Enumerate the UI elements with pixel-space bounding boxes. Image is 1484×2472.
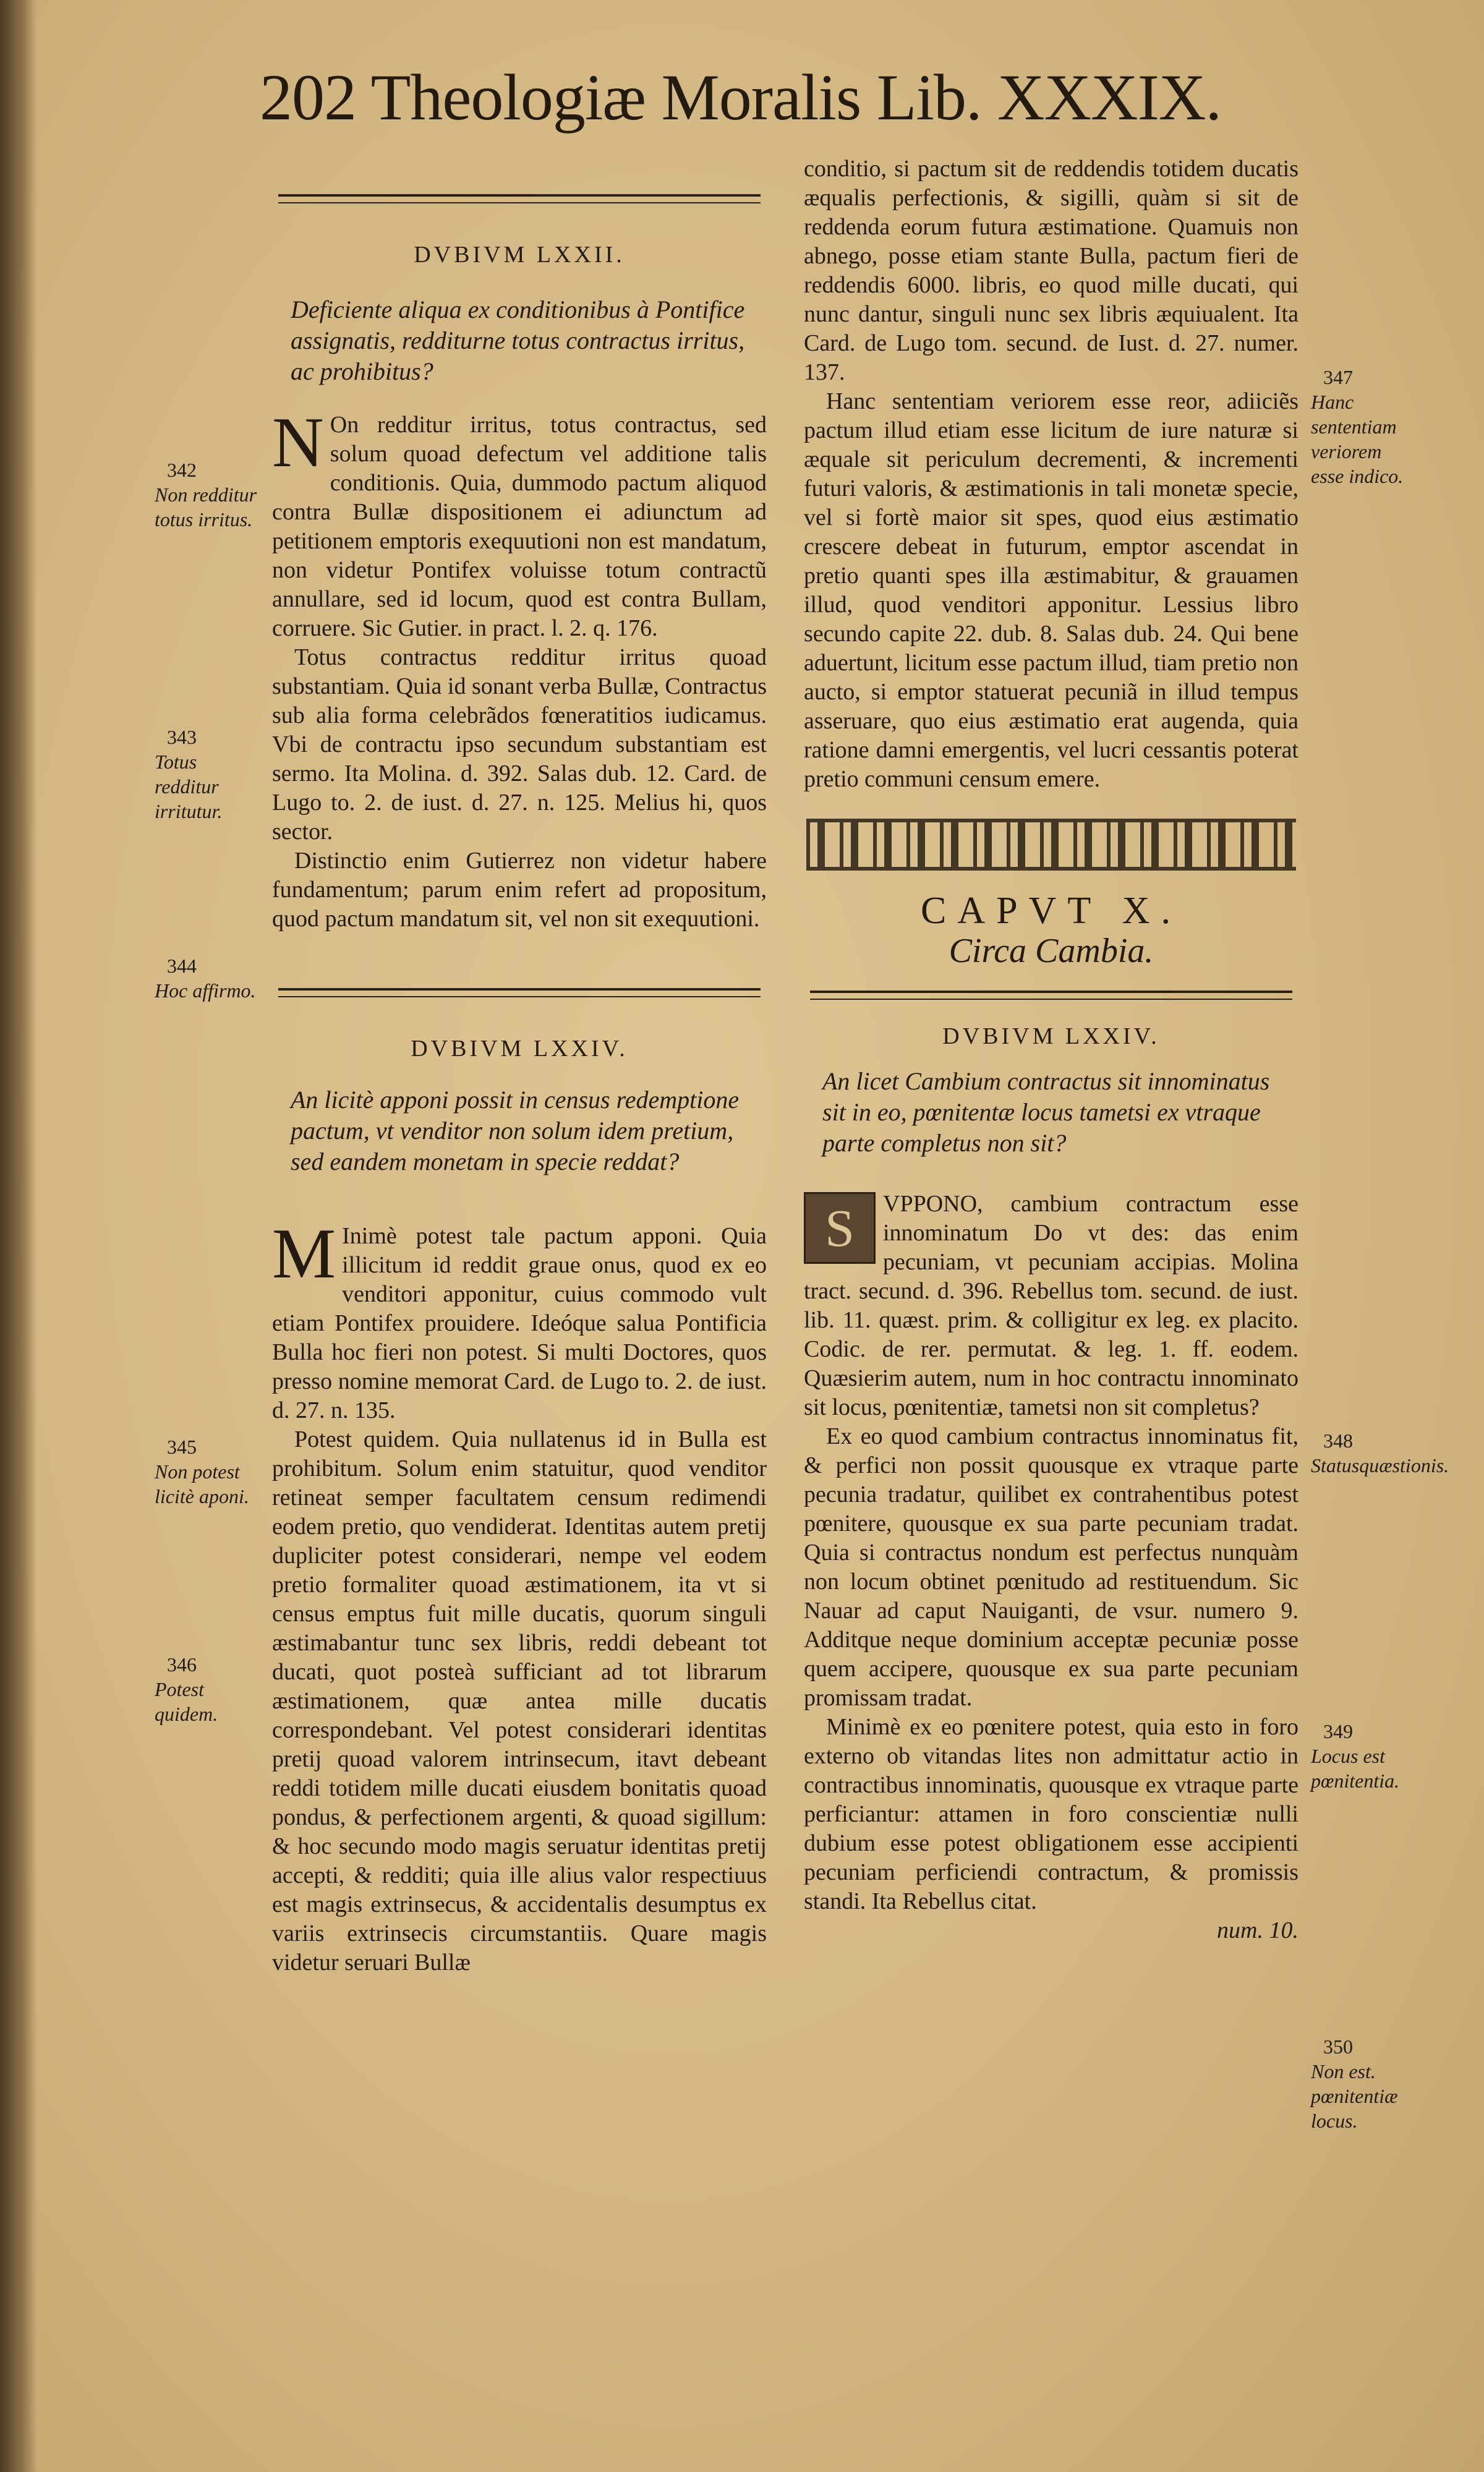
- chapter-subtitle: Circa Cambia.: [949, 932, 1154, 970]
- paragraph: Distinctio enim Gutierrez non videtur habere fundamentum; parum enim refert ad propositum, quod pactum mandatum sit, vel non sit exequutioni.: [272, 848, 767, 932]
- right-column: [804, 155, 1298, 1945]
- margin-note: 346 Potest quidem.: [155, 1653, 218, 1725]
- dubium-heading: DVBIVM LXXIV.: [942, 1023, 1160, 1049]
- margin-note: 345 Non potest licitè aponi.: [155, 1436, 249, 1507]
- drop-cap: M: [272, 1214, 336, 1294]
- margin-note: 343 Totus redditur irritutur.: [155, 726, 223, 822]
- dubium-heading: DVBIVM LXXIV.: [411, 1036, 628, 1062]
- margin-note: 350 Non est. pœnitentiæ locus.: [1311, 2035, 1398, 2132]
- margin-note: 344 Hoc affirmo.: [155, 955, 256, 1002]
- dubium-heading: DVBIVM LXXII.: [414, 242, 625, 268]
- dubium-question: An licet Cambium contractus sit innominatus sit in eo, pœnitentæ locus tametsi ex vtraque parte completus non sit?: [822, 1067, 1270, 1157]
- margin-note: 349 Locus est pœnitentia.: [1311, 1720, 1400, 1792]
- left-column: [272, 155, 767, 1977]
- paragraph: Minimè ex eo pœnitere potest, quia esto in foro externo ob vitandas lites non admittatur actio in contractibus innominatis, quousque ex vtraque parte perficiantur: attamen in foro conscientiæ nulli dubium esse potest obligationem esse accipienti pecuniam perficiendi contractum, & promissis standi. Ita Rebellus citat.: [804, 1714, 1298, 1914]
- page-number: 202: [260, 61, 356, 134]
- paragraph: Potest quidem. Quia nullatenus id in Bulla est prohibitum. Solum enim statuitur, quod venditor retineat semper facultatem censum redimendi eodem pretio, quo vendiderat. Identitas autem pretij dupliciter potest considerari, nempe vel eodem pretio formaliter quoad æstimationem, ita vt si census emptus fuit mille ducatis, quorum singuli æstimabantur tunc sex libris, reddi debeant tot ducati, quot posteà sufficiant ad tot librarum æstimationem, quæ antea mille ducatis correspondebant. Vel potest considerari identitas pretij quoad valorem intrinsecum, itavt debeant reddi totidem mille ducati eiusdem bonitatis quoad pondus, & perfectionem argenti, & quoad sigillum: & hoc secundo modo magis seruatur identitas pretij accepti, & redditi; quia ille alius valor respectiuus est magis extrinsecus, & accidentalis desumptus ex variis extrinsecis circumstantiis. Quare magis videtur seruari Bullæ: [272, 1426, 767, 1975]
- margin-note: 342 Non redditur totus irritus.: [155, 459, 257, 531]
- dubium-question: An licitè apponi possit in census redemptione pactum, vt venditor non solum idem pretium, sed eandem monetam in specie reddat?: [291, 1086, 740, 1175]
- chapter-title: CAPVT X.: [921, 890, 1182, 932]
- section-rule: [810, 991, 1292, 1000]
- paragraph: M Inimè potest tale pactum apponi. Quia illicitum id reddit graue onus, quod ex eo venditori apponitur, cuius commodo vult etiam Pontifex prouidere. Ideóque salua Pontificia Bulla hoc fieri non potest. Si multi Doctores, quos presso nomine memorat Card. de Lugo to. 2. de iust. d. 27. n. 135.: [272, 1214, 767, 1423]
- paragraph: Totus contractus redditur irritus quoad substantiam. Quia id sonant verba Bullæ, Contractus sub alia forma celebrãdos fœneratitios iudicamus. Vbi de contractu ipso secundum substantiam est sermo. Ita Molina. d. 392. Salas dub. 12. Card. de Lugo to. 2. de iust. d. 27. n. 125. Melius hi, quos sector.: [272, 644, 767, 845]
- dubium-question: Deficiente aliqua ex conditionibus à Pontifice assignatis, redditurne totus contractus irritus, ac prohibitus?: [291, 296, 745, 385]
- catchword: num. 10.: [1217, 1917, 1298, 1943]
- ornamental-drop-cap: S: [804, 1192, 876, 1264]
- section-rule: [278, 194, 761, 203]
- paragraph: conditio, si pactum sit de reddendis totidem ducatis æqualis perfectionis, & sigilli, quàm si sit de reddenda eorum futura æstimatione. Quamuis non abnego, posse etiam stante Bulla, pactum fieri de reddendis 6000. libris, eo quod mille ducati, qui nunc dantur, singuli nunc sex libris æquiualent. Ita Card. de Lugo tom. secund. de Iust. d. 27. numer. 137.: [804, 156, 1298, 385]
- running-head: [260, 54, 1261, 141]
- binding-gutter: [0, 0, 37, 2472]
- paragraph: Ex eo quod cambium contractus innominatus fit, & perfici non possit quousque ex vtraque parte pecunia tradatur, quilibet ex contrahentibus potest pœnitere, quousque ex sua parte pecuniam tradat. Quia si contractus nondum est perfectus nunquàm non locum obtinet pœnitudo ad restituendum. Sic Nauar ad caput Nauiganti, de vsur. numero 9. Additque neque dominium acceptæ pecuniæ posse quem accipere, quousque ex sua parte pecuniam promissam tradat.: [804, 1423, 1298, 1711]
- margin-note: 348 Statusquæstionis.: [1311, 1430, 1449, 1477]
- running-title: Theologiæ Moralis Lib. XXXIX.: [370, 61, 1221, 134]
- paragraph: Hanc sententiam veriorem esse reor, adiiciẽs pactum illud etiam esse licitum de iure naturæ si æquale sit periculum decrementi, & incrementi futuri valoris, & æstimationis in tali monetæ specie, vel si fortè maior sit spes, quod eius æstimatio crescere debeat in futurum, emptor ascendat in pretio quanti spes illa æstimabitur, & grauamen illud, quod venditori apponitur. Lessius libro secundo capite 22. dub. 8. Salas dub. 24. Qui bene aduertunt, licitum esse pactum illud, tiam pretio non aucto, si emptor statuerat pecuniã in illud tempus asseruare, quo eius æstimatio erat augenda, quia ratione damni emergentis, vel lucri cessantis poterat pretio communi censum emere.: [804, 388, 1298, 792]
- drop-cap: N: [272, 403, 324, 482]
- ornamental-band: [806, 819, 1296, 871]
- paragraph: S VPPONO, cambium contractum esse innominatum Do vt des: das enim pecuniam, vt pecuniam accipias. Molina tract. secund. d. 396. Rebellus tom. secund. de iust. lib. 11. quæst. prim. & colligitur ex leg. ex placito. Codic. de rer. permutat. & leg. 1. ff. eodem. Quæsierim autem, num in hoc contractu innominato sit locus, pœnitentiæ, tametsi non sit completus?: [804, 1191, 1298, 1420]
- margin-note: 347 Hanc sententiam veriorem esse indico.: [1311, 366, 1404, 487]
- section-rule: [278, 988, 761, 997]
- paragraph: N On redditur irritus, totus contractus, sed solum quoad defectum vel additione talis conditionis. Quia, dummodo pactum aliquod contra Bullæ dispositionem ei adiunctum ad petitionem emptoris exequutioni non est mandatum, non videtur Pontifex voluisse totum contractũ annullare, sed id locum, quod est contra Bullam, corruere. Sic Gutier. in pract. l. 2. q. 176.: [272, 403, 767, 641]
